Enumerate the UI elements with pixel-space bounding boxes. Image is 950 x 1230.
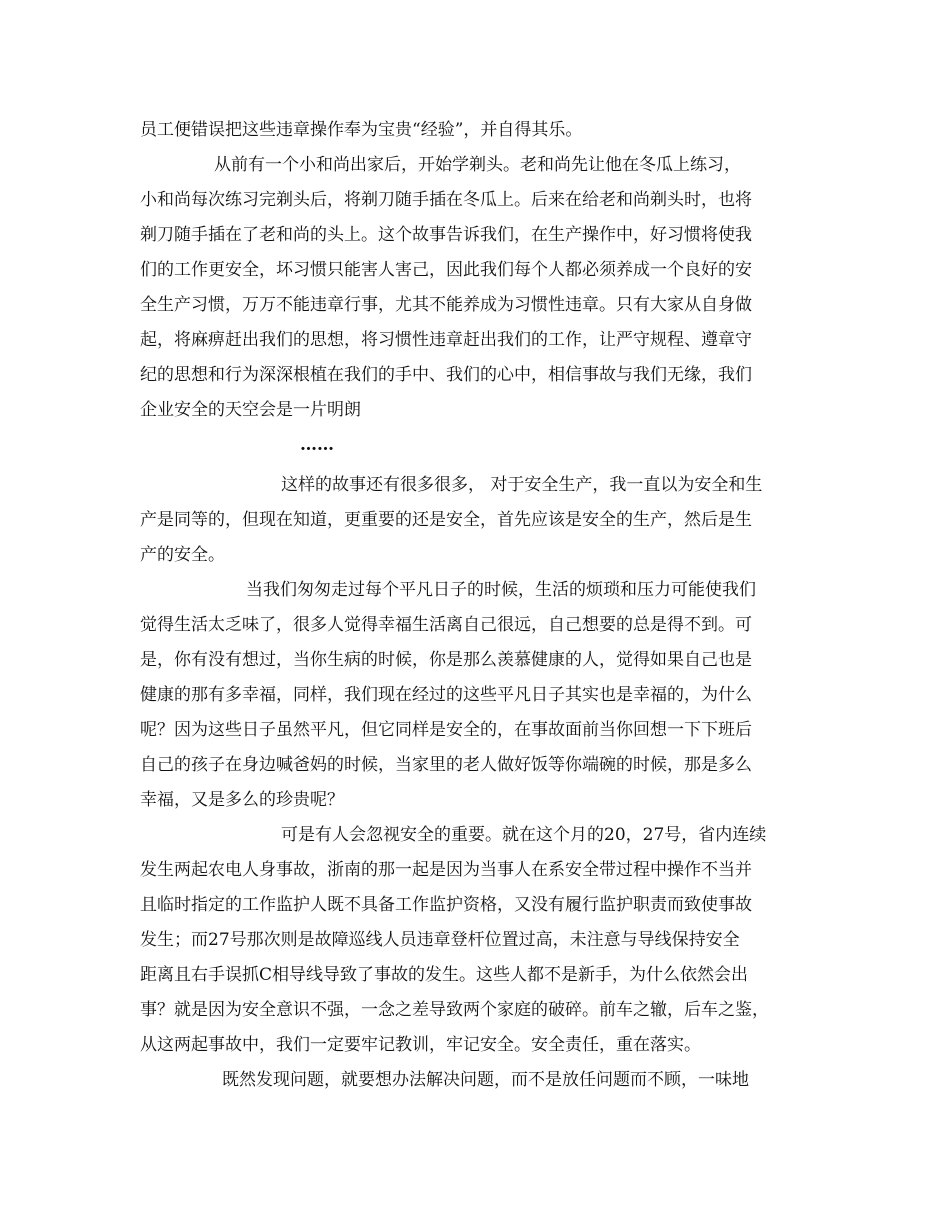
text-line: 当我们匆匆走过每个平凡日子的时候，生活的烦琐和压力可能使我们 [246,580,756,600]
text-line: 小和尚每次练习完剃头后，将剃刀随手插在冬瓜上。后来在给老和尚剃头时，也将 [140,190,752,210]
text-line: 是，你有没有想过，当你生病的时候，你是那么羡慕健康的人，觉得如果自己也是 [140,650,752,670]
text-line: 发生两起农电人身事故，浙南的那一起是因为当事人在系安全带过程中操作不当并 [140,860,752,880]
text-line: 们的工作更安全，坏习惯只能害人害己，因此我们每个人都必须养成一个良好的安 [140,260,752,280]
text-line: 全生产习惯，万万不能违章行事，尤其不能养成为习惯性违章。只有大家从自身做 [140,295,752,315]
text-line: 发生；而27号那次则是故障巡线人员违章登杆位置过高，未注意与导线保持安全 [140,930,740,950]
text-line: 产的安全。 [140,545,225,565]
text-line: 觉得生活太乏味了，很多人觉得幸福生活离自己很远，自己想要的总是得不到。可 [140,615,752,635]
text-line: 起，将麻痹赶出我们的思想，将习惯性违章赶出我们的工作，让严守规程、遵章守 [140,330,752,350]
text-line: 自己的孩子在身边喊爸妈的时候，当家里的老人做好饭等你端碗的时候，那是多么 [140,755,752,775]
text-line: 从这两起事故中，我们一定要牢记教训，牢记安全。安全责任，重在落实。 [140,1035,701,1055]
text-line: 企业安全的天空会是一片明朗 [140,400,361,420]
text-line: 这样的故事还有很多很多， 对于安全生产，我一直以为安全和生 [281,475,763,495]
text-line: 健康的那有多幸福，同样，我们现在经过的这些平凡日子其实也是幸福的，为什么 [140,685,752,705]
text-line: 且临时指定的工作监护人既不具备工作监护资格，又没有履行监护职责而致使事故 [140,895,752,915]
text-line: 呢？因为这些日子虽然平凡，但它同样是安全的，在事故面前当你回想一下下班后 [140,720,752,740]
text-line: 从前有一个小和尚出家后，开始学剃头。老和尚先让他在冬瓜上练习， [214,155,741,175]
text-line: 产是同等的，但现在知道，更重要的还是安全，首先应该是安全的生产，然后是生 [140,510,752,530]
text-line: 距离且右手误抓C相导线导致了事故的发生。这些人都不是新手，为什么依然会出 [140,965,749,985]
text-line: 幸福，又是多么的珍贵呢？ [140,790,344,810]
text-line: 既然发现问题，就要想办法解决问题，而不是放任问题而不顾，一味地 [222,1070,749,1090]
text-line: 事？就是因为安全意识不强，一念之差导致两个家庭的破碎。前车之辙，后车之鉴， [140,1000,769,1020]
text-line: 纪的思想和行为深深根植在我们的手中、我们的心中，相信事故与我们无缘，我们 [140,365,752,385]
text-line: 可是有人会忽视安全的重要。就在这个月的20，27号，省内连续 [281,825,767,845]
ellipsis-line: …… [300,435,334,455]
text-line: 员工便错误把这些违章操作奉为宝贵“经验”，并自得其乐。 [140,120,583,140]
text-line: 剃刀随手插在了老和尚的头上。这个故事告诉我们，在生产操作中，好习惯将使我 [140,225,752,245]
